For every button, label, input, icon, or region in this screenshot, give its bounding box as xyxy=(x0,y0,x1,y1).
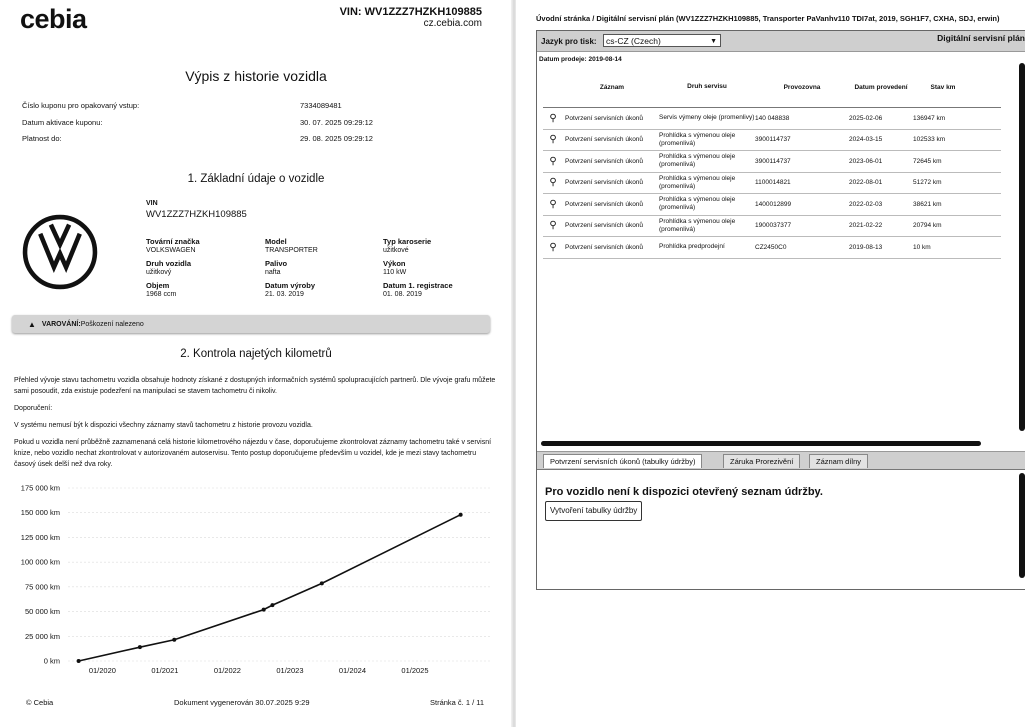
chevron-down-icon: ▼ xyxy=(710,38,717,45)
mileage-description xyxy=(14,375,498,476)
footer-generated: Dokument vygenerován 30.07.2025 9:29 xyxy=(174,698,310,707)
info-cell xyxy=(146,259,265,276)
y-tick-label: 125 000 km xyxy=(20,532,60,542)
magnifier-icon[interactable]: ⚲ xyxy=(549,155,557,167)
info-label: Palivo xyxy=(265,259,288,268)
cell-date: 2025-02-06 xyxy=(849,114,883,122)
dsp-title: Digitální servisní plán xyxy=(937,33,1025,43)
table-vertical-scrollbar[interactable] xyxy=(1019,63,1025,431)
paragraph: Doporučení: xyxy=(14,405,53,412)
info-value: nafta xyxy=(265,269,281,276)
cell-date: 2019-08-13 xyxy=(849,243,883,251)
magnifier-icon[interactable]: ⚲ xyxy=(549,220,557,232)
header-site: cz.cebia.com xyxy=(423,18,482,29)
cell-date: 2024-03-15 xyxy=(849,136,883,144)
cell-workshop: 3900114737 xyxy=(755,136,791,144)
cell-service-type: Prohlídka s výmenou oleje (promenlivá) xyxy=(659,153,736,169)
cell-mileage: 72645 km xyxy=(913,157,942,165)
language-select-value: cs-CZ (Czech) xyxy=(606,36,661,46)
data-point xyxy=(459,513,463,517)
warning-text: Poškození nalezeno xyxy=(80,320,144,328)
x-tick-label: 01/2024 xyxy=(338,666,367,675)
table-row[interactable] xyxy=(543,237,1001,259)
cell-record: Potvrzení servisních úkonů xyxy=(565,200,644,208)
table-header xyxy=(543,67,1001,108)
info-cell xyxy=(146,237,265,254)
cell-date: 2021-02-22 xyxy=(849,222,883,230)
info-label: Model xyxy=(265,237,287,246)
service-plan-frame xyxy=(536,30,1025,590)
info-label: Výkon xyxy=(383,259,406,268)
coupon-label: Datum aktivace kuponu: xyxy=(22,117,103,127)
info-value: 01. 08. 2019 xyxy=(383,291,422,298)
cell-workshop: 140 048838 xyxy=(755,114,790,122)
vin-value: WV1ZZZ7HZKH109885 xyxy=(146,209,247,220)
table-row[interactable] xyxy=(543,151,1001,173)
coupon-value: 29. 08. 2025 09:29:12 xyxy=(300,134,373,143)
x-tick-label: 01/2022 xyxy=(213,666,241,675)
cell-service-type: Prohlídka s výmenou oleje (promenlivá) xyxy=(659,131,736,147)
coupon-info xyxy=(22,101,462,151)
cell-mileage: 20794 km xyxy=(913,222,942,230)
magnifier-icon[interactable]: ⚲ xyxy=(549,112,557,124)
language-bar xyxy=(537,31,1025,52)
y-tick-label: 50 000 km xyxy=(24,607,60,617)
table-horizontal-scrollbar[interactable] xyxy=(541,441,981,446)
data-point xyxy=(262,608,266,612)
paragraph: Pokud u vozidla není průběžně zaznamenaná celá historie kilometrového nájezdu v čase, doporučujeme zkontrolovat záznamy tachometru také v servisní knize, nebo vozidlo nechat zkontrolovat v autorizovaném autoservisu. Tento postup doporučujeme především u vozidel, kde je mezi stavy tachometru časový úsek delší než dva roky. xyxy=(14,439,492,468)
damage-warning-bar[interactable] xyxy=(12,315,490,333)
info-cell xyxy=(265,281,383,298)
info-cell xyxy=(146,281,265,298)
panel-vertical-scrollbar[interactable] xyxy=(1019,473,1025,578)
language-select[interactable] xyxy=(603,34,721,47)
cell-record: Potvrzení servisních úkonů xyxy=(565,114,644,122)
create-maintenance-table-button[interactable]: Vytvoření tabulky údržby xyxy=(545,501,642,521)
cell-record: Potvrzení servisních úkonů xyxy=(565,136,644,144)
page-title: Výpis z historie vozidla xyxy=(185,68,327,84)
service-table xyxy=(543,67,1001,259)
vin-label: VIN xyxy=(146,200,158,207)
info-cell xyxy=(383,237,486,254)
info-value: 110 kW xyxy=(383,269,407,276)
cell-date: 2022-08-01 xyxy=(849,179,883,187)
cell-date: 2023-06-01 xyxy=(849,157,883,165)
cell-service-type: Prohlídka predprodejní xyxy=(659,243,725,251)
data-point xyxy=(77,659,81,663)
info-value: užitkové xyxy=(383,247,409,254)
info-label: Typ karoserie xyxy=(383,237,432,246)
cell-mileage: 38621 km xyxy=(913,200,942,208)
coupon-row xyxy=(22,118,462,135)
x-tick-label: 01/2020 xyxy=(88,666,116,675)
x-tick-label: 01/2021 xyxy=(151,666,179,675)
coupon-row xyxy=(22,101,462,118)
info-cell xyxy=(383,259,486,276)
cell-date: 2022-02-03 xyxy=(849,200,883,208)
cell-workshop: 1900037377 xyxy=(755,222,792,230)
table-row[interactable] xyxy=(543,194,1001,216)
y-tick-label: 0 km xyxy=(43,656,60,666)
paragraph: Přehled vývoje stavu tachometru vozidla obsahuje hodnoty získané z dostupných informačních systémů spolupracujících partnerů. Dle vývoje grafu můžete sami posoudit, zda existuje podezření na manipulaci se stavem tachometru či nikoliv. xyxy=(14,377,496,395)
header-vin xyxy=(340,6,482,29)
cell-mileage: 51272 km xyxy=(913,179,942,187)
series-line xyxy=(79,515,461,661)
cell-record: Potvrzení servisních úkonů xyxy=(565,222,644,230)
y-tick-label: 175 000 km xyxy=(20,483,60,493)
info-label: Tovární značka xyxy=(146,237,200,246)
coupon-value: 30. 07. 2025 09:29:12 xyxy=(300,117,373,127)
x-tick-label: 01/2023 xyxy=(276,666,304,675)
warning-icon: ▲ xyxy=(28,319,36,329)
table-row[interactable] xyxy=(543,173,1001,195)
magnifier-icon[interactable]: ⚲ xyxy=(549,134,557,146)
table-row[interactable] xyxy=(543,216,1001,238)
language-label: Jazyk pro tisk: xyxy=(541,37,597,46)
coupon-value: 7334089481 xyxy=(300,101,342,110)
cell-workshop: 3900114737 xyxy=(755,157,791,165)
info-label: Datum výroby xyxy=(265,281,316,290)
footer-copyright: © Cebia xyxy=(26,698,54,707)
table-row[interactable] xyxy=(543,108,1001,130)
mileage-chart xyxy=(0,478,512,688)
breadcrumb[interactable]: Úvodní stránka / Digitální servisní plán (WV1ZZZ7HZKH109885, Transporter PaVanhv110 TDI7at, 2019, SGH1F7, CXHA, SDJ, erwin) xyxy=(536,14,1000,23)
data-point xyxy=(270,603,274,607)
y-tick-label: 75 000 km xyxy=(24,582,60,592)
cell-record: Potvrzení servisních úkonů xyxy=(565,243,644,251)
coupon-row xyxy=(22,134,462,151)
y-tick-label: 100 000 km xyxy=(20,557,60,567)
cell-service-type: Prohlídka s výmenou oleje (promenlivá) xyxy=(659,174,736,190)
tab-rust-warranty[interactable]: Záruka Prorezivění xyxy=(723,454,800,468)
magnifier-icon[interactable]: ⚲ xyxy=(549,198,557,210)
section-basic-info-title: 1. Základní údaje o vozidle xyxy=(187,173,325,185)
info-value: 21. 03. 2019 xyxy=(265,291,304,298)
tab-service-confirmations[interactable]: Potvrzení servisních úkonů (tabulky údržby) xyxy=(543,454,702,468)
info-value: TRANSPORTER xyxy=(265,247,318,254)
info-label: Datum 1. registrace xyxy=(383,281,453,290)
service-plan-page xyxy=(516,0,1025,727)
cell-service-type: Prohlídka s výmenou oleje (promenlivá) xyxy=(659,217,736,233)
paragraph: V systému nemusí být k dispozici všechny záznamy stavů tachometru z historie provozu vozidla. xyxy=(14,422,313,429)
data-point xyxy=(138,645,142,649)
cell-record: Potvrzení servisních úkonů xyxy=(565,179,644,187)
info-value: užitkový xyxy=(146,269,172,276)
info-cell xyxy=(265,237,383,254)
cell-mileage: 10 km xyxy=(913,243,931,251)
info-label: Objem xyxy=(146,281,170,290)
info-cell xyxy=(265,259,383,276)
data-point xyxy=(320,581,324,585)
section-mileage-title: 2. Kontrola najetých kilometrů xyxy=(180,348,332,360)
coupon-label: Číslo kuponu pro opakovaný vstup: xyxy=(22,101,140,110)
column-header-mileage[interactable]: Stav km xyxy=(930,83,956,91)
y-tick-label: 25 000 km xyxy=(24,631,60,641)
cell-workshop: 1400012899 xyxy=(755,200,792,208)
cell-service-type: Prohlídka s výmenou oleje (promenlivá) xyxy=(659,196,736,212)
column-header-workshop[interactable]: Provozovna xyxy=(783,83,821,91)
data-point xyxy=(172,638,176,642)
tab-bar xyxy=(537,451,1025,470)
cell-record: Potvrzení servisních úkonů xyxy=(565,157,644,165)
cebia-logo: cebia xyxy=(20,4,87,34)
cell-mileage: 136947 km xyxy=(913,114,946,122)
info-cell xyxy=(383,281,486,298)
cell-workshop: 1100014821 xyxy=(755,179,791,187)
cell-service-type: Servis výmeny oleje (promenlivy) xyxy=(659,114,755,122)
vw-logo-icon xyxy=(22,214,98,290)
no-maintenance-message: Pro vozidlo není k dispozici otevřený seznam údržby. xyxy=(545,486,823,498)
info-value: VOLKSWAGEN xyxy=(146,247,196,254)
magnifier-icon[interactable]: ⚲ xyxy=(549,177,557,189)
coupon-label: Platnost do: xyxy=(22,134,62,143)
report-page xyxy=(0,0,512,727)
table-row[interactable] xyxy=(543,130,1001,152)
y-tick-label: 150 000 km xyxy=(20,508,60,518)
warning-strong: VAROVÁNÍ: xyxy=(41,320,81,328)
column-header-record[interactable]: Záznam xyxy=(599,83,625,91)
magnifier-icon[interactable]: ⚲ xyxy=(549,241,557,253)
info-label: Druh vozidla xyxy=(146,259,192,268)
header-vin-value: VIN: WV1ZZZ7HZKH109885 xyxy=(339,6,482,18)
footer-page-number: Stránka č. 1 / 11 xyxy=(430,698,485,707)
column-header-service-type[interactable]: Druh servisu xyxy=(687,83,727,90)
x-tick-label: 01/2025 xyxy=(401,666,429,675)
info-value: 1968 ccm xyxy=(146,291,177,298)
column-header-date[interactable]: Datum provedení xyxy=(854,83,908,91)
cell-mileage: 102533 km xyxy=(913,136,946,144)
tab-workshop-records[interactable]: Záznam dílny xyxy=(809,454,868,468)
vehicle-info-grid xyxy=(146,237,486,298)
sale-date: Datum prodeje: 2019-08-14 xyxy=(539,56,622,63)
vin-block xyxy=(146,200,247,220)
cell-workshop: CZ2450C0 xyxy=(755,243,787,251)
